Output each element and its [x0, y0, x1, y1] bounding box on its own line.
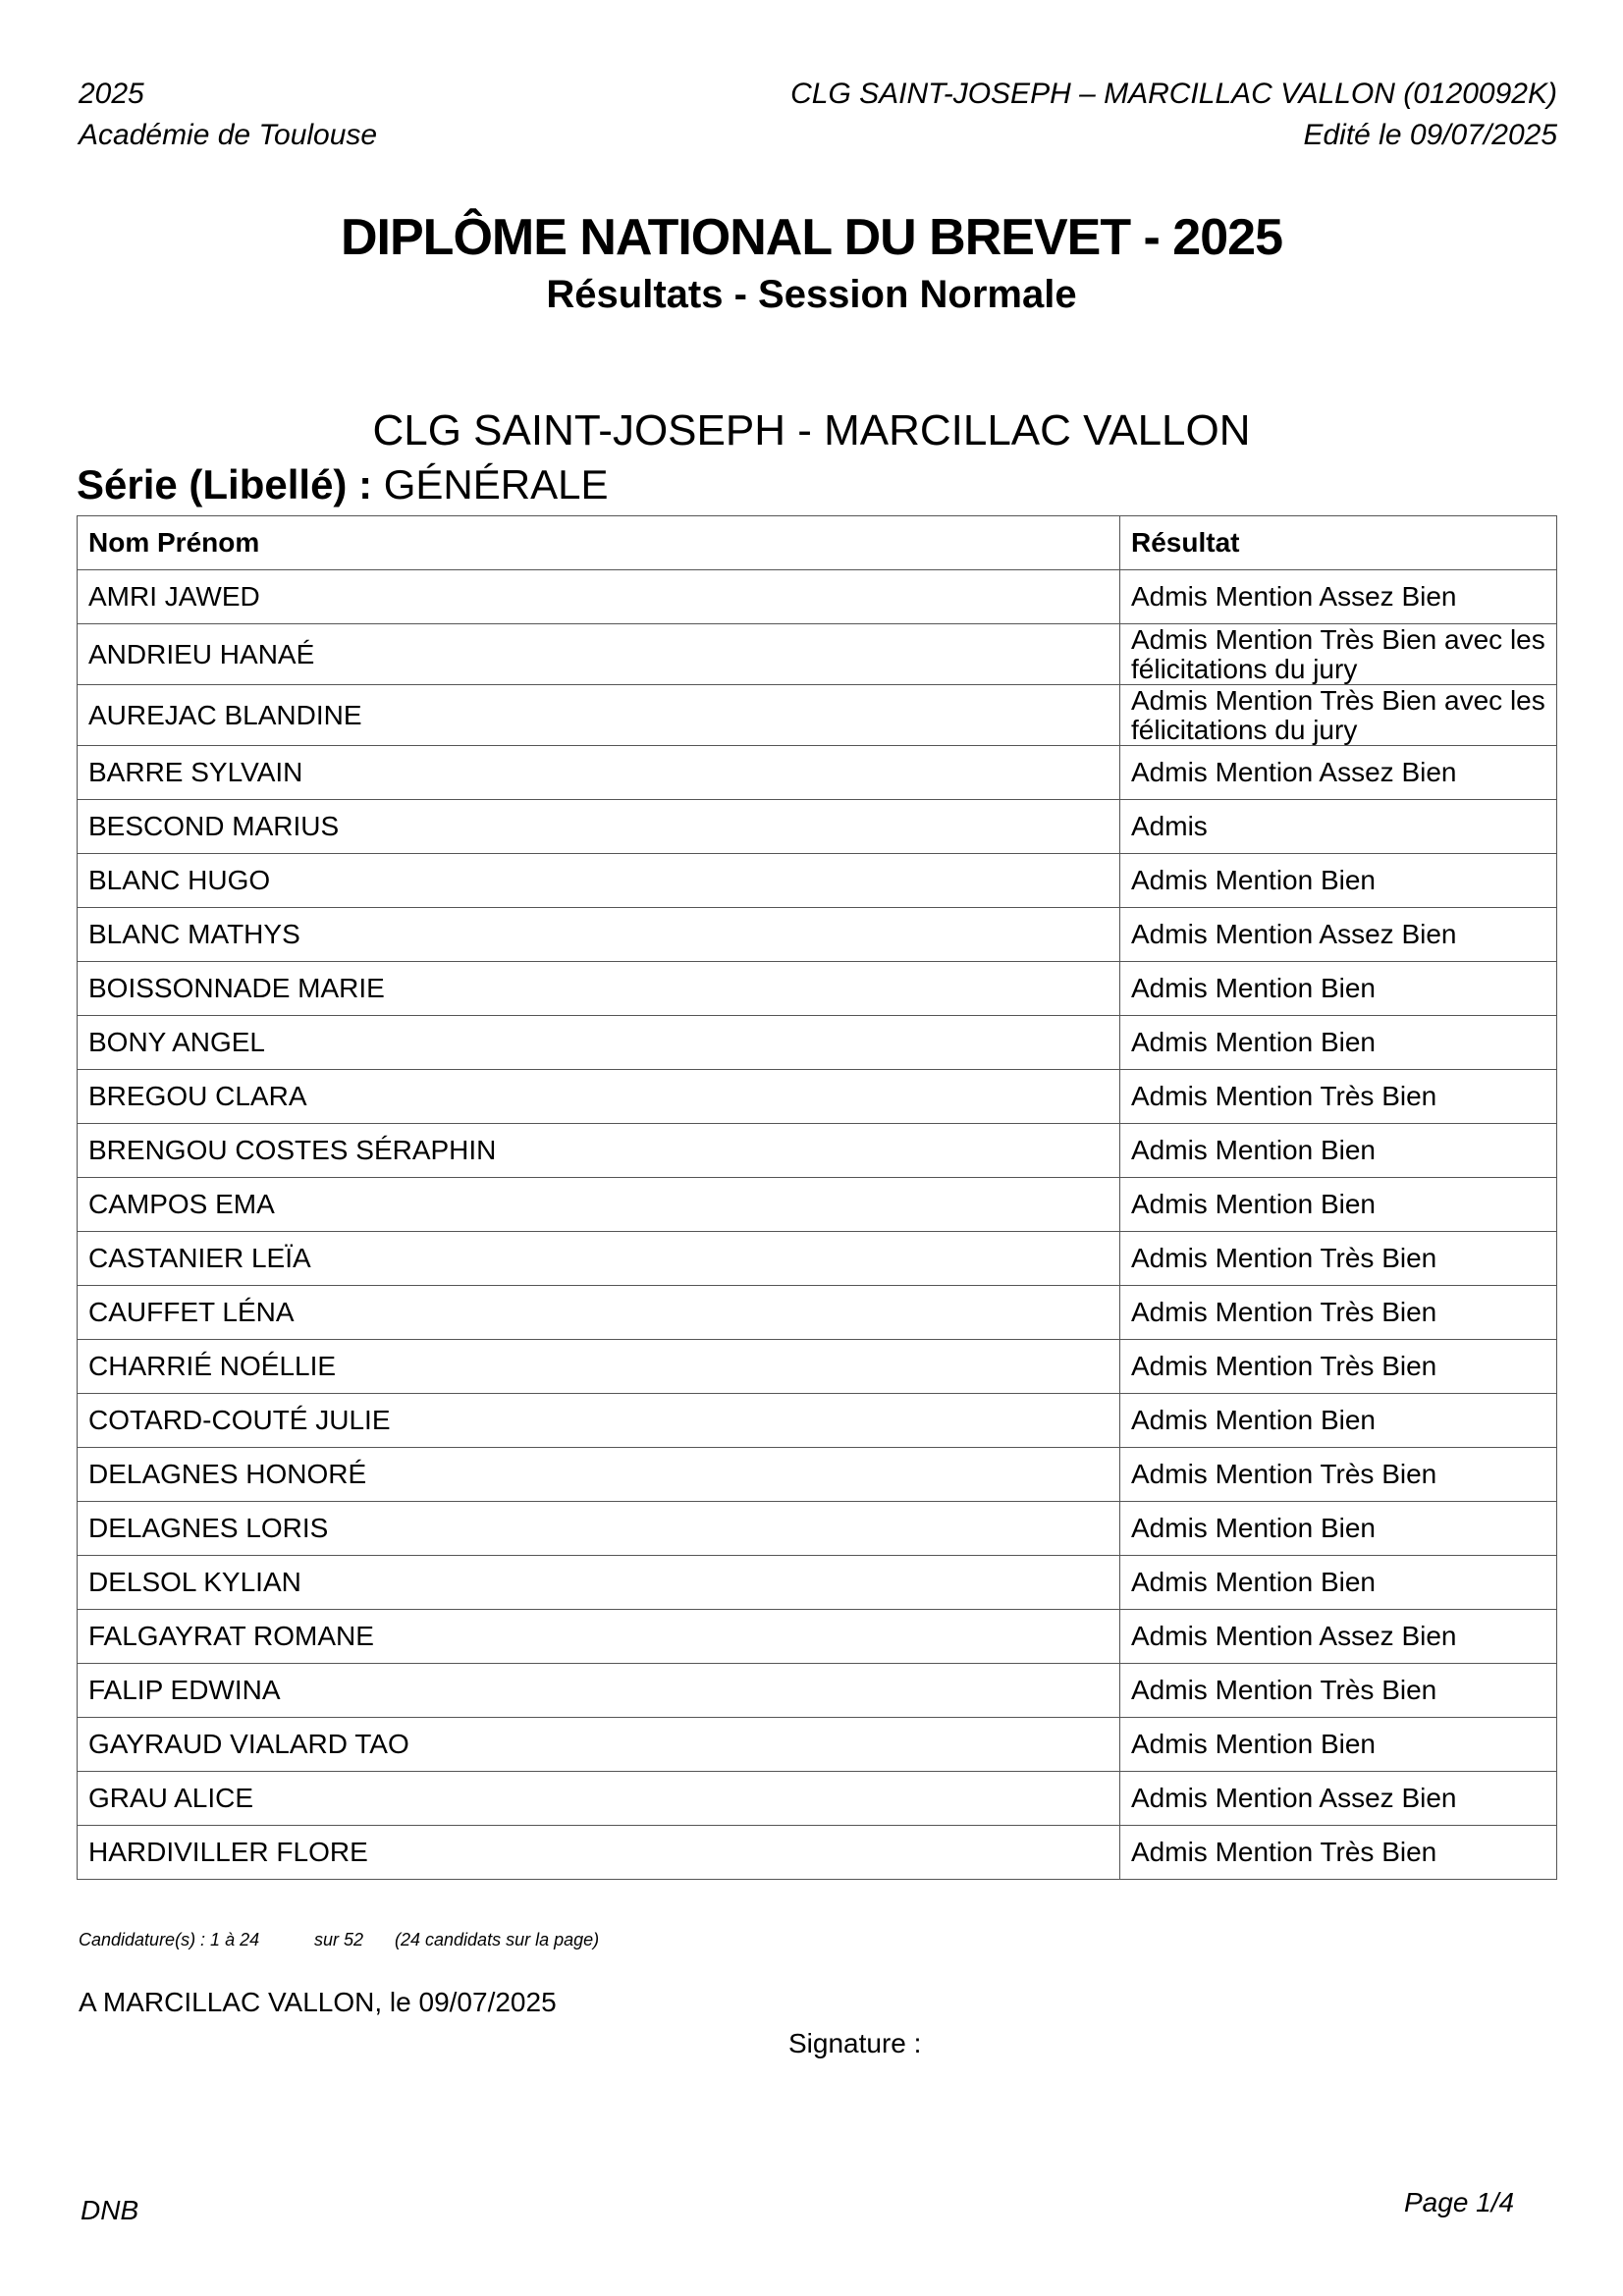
table-row — [78, 1232, 1557, 1286]
header-edited-date: Edité le 09/07/2025 — [1303, 119, 1557, 151]
serie-label: Série (Libellé) : — [77, 461, 373, 507]
table-row — [78, 1502, 1557, 1556]
candidate-name: BREGOU CLARA — [78, 1070, 1120, 1124]
candidate-name: GRAU ALICE — [78, 1772, 1120, 1826]
table-row — [78, 1610, 1557, 1664]
candidatures-range: Candidature(s) : 1 à 24 — [79, 1930, 260, 1949]
candidate-name: COTARD-COUTÉ JULIE — [78, 1394, 1120, 1448]
candidate-result: Admis Mention Très Bien — [1120, 1070, 1557, 1124]
candidate-name: ANDRIEU HANAÉ — [78, 624, 1120, 685]
column-header-name: Nom Prénom — [78, 516, 1120, 570]
table-row — [78, 1070, 1557, 1124]
school-name: CLG SAINT-JOSEPH - MARCILLAC VALLON — [372, 406, 1251, 454]
candidate-name: CHARRIÉ NOÉLLIE — [78, 1340, 1120, 1394]
candidate-name: AUREJAC BLANDINE — [78, 685, 1120, 746]
candidatures-total: sur 52 — [314, 1930, 364, 1949]
candidate-name: AMRI JAWED — [78, 570, 1120, 624]
candidate-name: DELSOL KYLIAN — [78, 1556, 1120, 1610]
footer-dnb: DNB — [81, 2195, 139, 2225]
table-row — [78, 1178, 1557, 1232]
candidate-result: Admis Mention Très Bien — [1120, 1232, 1557, 1286]
candidate-name: CAUFFET LÉNA — [78, 1286, 1120, 1340]
table-row — [78, 1556, 1557, 1610]
results-table — [77, 515, 1557, 1880]
serie-line — [77, 461, 609, 508]
candidate-name: BESCOND MARIUS — [78, 800, 1120, 854]
candidate-result: Admis Mention Assez Bien — [1120, 746, 1557, 800]
serie-value: GÉNÉRALE — [372, 461, 609, 507]
candidate-result: Admis Mention Assez Bien — [1120, 1610, 1557, 1664]
candidate-name: FALGAYRAT ROMANE — [78, 1610, 1120, 1664]
candidate-name: BLANC HUGO — [78, 854, 1120, 908]
table-row — [78, 1772, 1557, 1826]
candidate-result: Admis Mention Bien — [1120, 1718, 1557, 1772]
signature-label: Signature : — [788, 2028, 922, 2058]
candidate-result: Admis Mention Très Bien — [1120, 1286, 1557, 1340]
candidate-result: Admis Mention Très Bien avec les félicitations du jury — [1120, 685, 1557, 746]
candidate-name: HARDIVILLER FLORE — [78, 1826, 1120, 1880]
candidate-name: CASTANIER LEÏA — [78, 1232, 1120, 1286]
candidate-name: BOISSONNADE MARIE — [78, 962, 1120, 1016]
footer-page-number: Page 1/4 — [1404, 2187, 1515, 2217]
candidate-name: DELAGNES HONORÉ — [78, 1448, 1120, 1502]
header-academy: Académie de Toulouse — [79, 119, 378, 151]
table-row — [78, 1124, 1557, 1178]
candidate-result: Admis Mention Bien — [1120, 1016, 1557, 1070]
candidate-name: FALIP EDWINA — [78, 1664, 1120, 1718]
candidate-result: Admis Mention Bien — [1120, 962, 1557, 1016]
table-row — [78, 1664, 1557, 1718]
table-row — [78, 1448, 1557, 1502]
header-school-code: CLG SAINT-JOSEPH – MARCILLAC VALLON (0120092K) — [790, 78, 1557, 110]
candidate-name: BRENGOU COSTES SÉRAPHIN — [78, 1124, 1120, 1178]
candidate-result: Admis Mention Très Bien — [1120, 1340, 1557, 1394]
table-row — [78, 800, 1557, 854]
page-subtitle: Résultats - Session Normale — [546, 273, 1077, 316]
candidate-name: DELAGNES LORIS — [78, 1502, 1120, 1556]
table-row — [78, 962, 1557, 1016]
candidate-name: CAMPOS EMA — [78, 1178, 1120, 1232]
table-row — [78, 1340, 1557, 1394]
candidate-name: BLANC MATHYS — [78, 908, 1120, 962]
place-and-date: A MARCILLAC VALLON, le 09/07/2025 — [79, 1987, 557, 2017]
table-row — [78, 1826, 1557, 1880]
table-row — [78, 685, 1557, 746]
page-title: DIPLÔME NATIONAL DU BREVET - 2025 — [341, 209, 1282, 266]
candidate-result: Admis Mention Assez Bien — [1120, 1772, 1557, 1826]
candidate-result: Admis Mention Très Bien — [1120, 1826, 1557, 1880]
table-row — [78, 1394, 1557, 1448]
candidate-result: Admis Mention Assez Bien — [1120, 570, 1557, 624]
table-row — [78, 624, 1557, 685]
candidate-result: Admis Mention Bien — [1120, 854, 1557, 908]
table-header-row — [78, 516, 1557, 570]
table-row — [78, 1718, 1557, 1772]
table-row — [78, 1016, 1557, 1070]
candidate-result: Admis Mention Très Bien avec les félicitations du jury — [1120, 624, 1557, 685]
candidatures-page-count: (24 candidats sur la page) — [395, 1930, 600, 1949]
table-row — [78, 570, 1557, 624]
header-year: 2025 — [79, 78, 144, 110]
candidate-result: Admis Mention Assez Bien — [1120, 908, 1557, 962]
candidate-result: Admis Mention Bien — [1120, 1124, 1557, 1178]
candidate-result: Admis Mention Bien — [1120, 1502, 1557, 1556]
candidate-result: Admis Mention Bien — [1120, 1394, 1557, 1448]
table-row — [78, 746, 1557, 800]
table-row — [78, 1286, 1557, 1340]
candidate-result: Admis — [1120, 800, 1557, 854]
candidate-result: Admis Mention Bien — [1120, 1178, 1557, 1232]
candidate-result: Admis Mention Très Bien — [1120, 1448, 1557, 1502]
column-header-result: Résultat — [1120, 516, 1557, 570]
table-row — [78, 854, 1557, 908]
candidate-name: BONY ANGEL — [78, 1016, 1120, 1070]
table-row — [78, 908, 1557, 962]
candidate-name: BARRE SYLVAIN — [78, 746, 1120, 800]
candidate-name: GAYRAUD VIALARD TAO — [78, 1718, 1120, 1772]
candidate-result: Admis Mention Très Bien — [1120, 1664, 1557, 1718]
candidate-result: Admis Mention Bien — [1120, 1556, 1557, 1610]
